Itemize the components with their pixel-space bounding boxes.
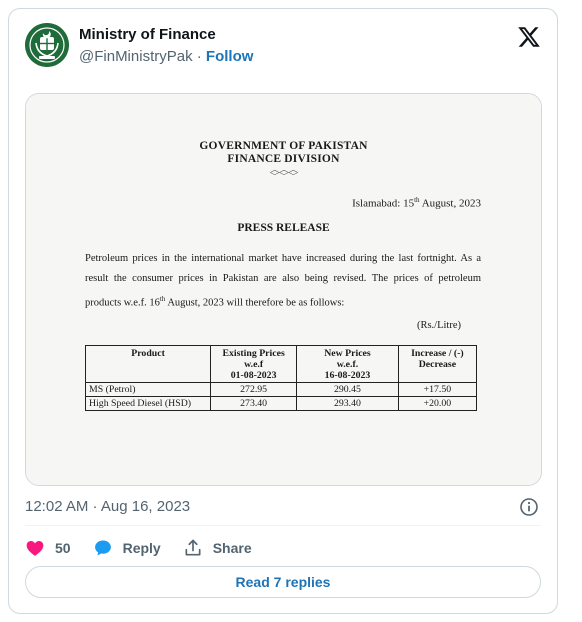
read-replies-button[interactable] (25, 566, 541, 598)
document-heading (26, 140, 541, 166)
tweet-timestamp[interactable]: 12:02 AM · Aug 16, 2023 (25, 498, 191, 515)
table-cell-change: +17.50 (398, 383, 476, 397)
avatar[interactable] (25, 23, 69, 67)
share-icon (183, 538, 203, 558)
tweet-card (8, 8, 558, 614)
share-button[interactable] (183, 538, 252, 558)
tweet-header (25, 23, 541, 71)
like-button[interactable] (25, 538, 71, 558)
author-info (79, 25, 253, 67)
author-display-name[interactable]: Ministry of Finance (79, 26, 216, 43)
x-logo-icon[interactable] (517, 25, 541, 49)
government-emblem-icon (25, 23, 69, 67)
reply-bubble-icon (93, 538, 113, 558)
price-table-header-row (86, 346, 477, 383)
heart-icon (25, 538, 45, 558)
document-date: Islamabad: 15th August, 2023 (352, 196, 481, 210)
table-cell-existing: 273.40 (211, 397, 297, 411)
attached-image[interactable] (25, 93, 542, 486)
table-header-product: Product (86, 346, 211, 383)
author-handle[interactable]: @FinMinistryPak (79, 48, 193, 65)
table-header-existing: Existing Prices w.e.f 01-08-2023 (211, 346, 297, 383)
tweet-actions (25, 536, 274, 560)
table-header-change: Increase / (-) Decrease (398, 346, 476, 383)
table-cell-change: +20.00 (398, 397, 476, 411)
table-cell-product: MS (Petrol) (86, 383, 211, 397)
table-cell-new: 290.45 (297, 383, 399, 397)
document-unit: (Rs./Litre) (416, 320, 461, 331)
table-cell-product: High Speed Diesel (HSD) (86, 397, 211, 411)
reply-button[interactable] (93, 538, 161, 558)
document-heading-line1: GOVERNMENT OF PAKISTAN (199, 140, 368, 152)
follow-button[interactable]: Follow (205, 48, 254, 65)
like-count: 50 (55, 540, 71, 556)
table-cell-new: 293.40 (297, 397, 399, 411)
table-cell-existing: 272.95 (211, 383, 297, 397)
table-header-new: New Prices w.e.f. 16-08-2023 (297, 346, 399, 383)
table-row (86, 383, 477, 397)
price-table (85, 345, 477, 411)
document-body: Petroleum prices in the international market have increased during the last fortnight. As a result the consumer prices in Pakistan are also being revised. The prices of petroleum products w.e.f. 16th August, 2023 will therefore be as follows: (85, 253, 481, 309)
reply-label: Reply (122, 540, 161, 556)
read-replies-label: Read 7 replies (235, 574, 331, 590)
press-release-document (26, 94, 541, 485)
share-label: Share (212, 540, 252, 556)
document-heading-line2: FINANCE DIVISION (227, 153, 340, 165)
document-title: PRESS RELEASE (237, 222, 330, 234)
info-icon[interactable] (519, 497, 539, 517)
document-ornament: <><><> (269, 168, 298, 179)
separator-dot: · (196, 48, 206, 65)
author-handle-row (79, 47, 253, 67)
table-row (86, 397, 477, 411)
divider (25, 525, 541, 526)
